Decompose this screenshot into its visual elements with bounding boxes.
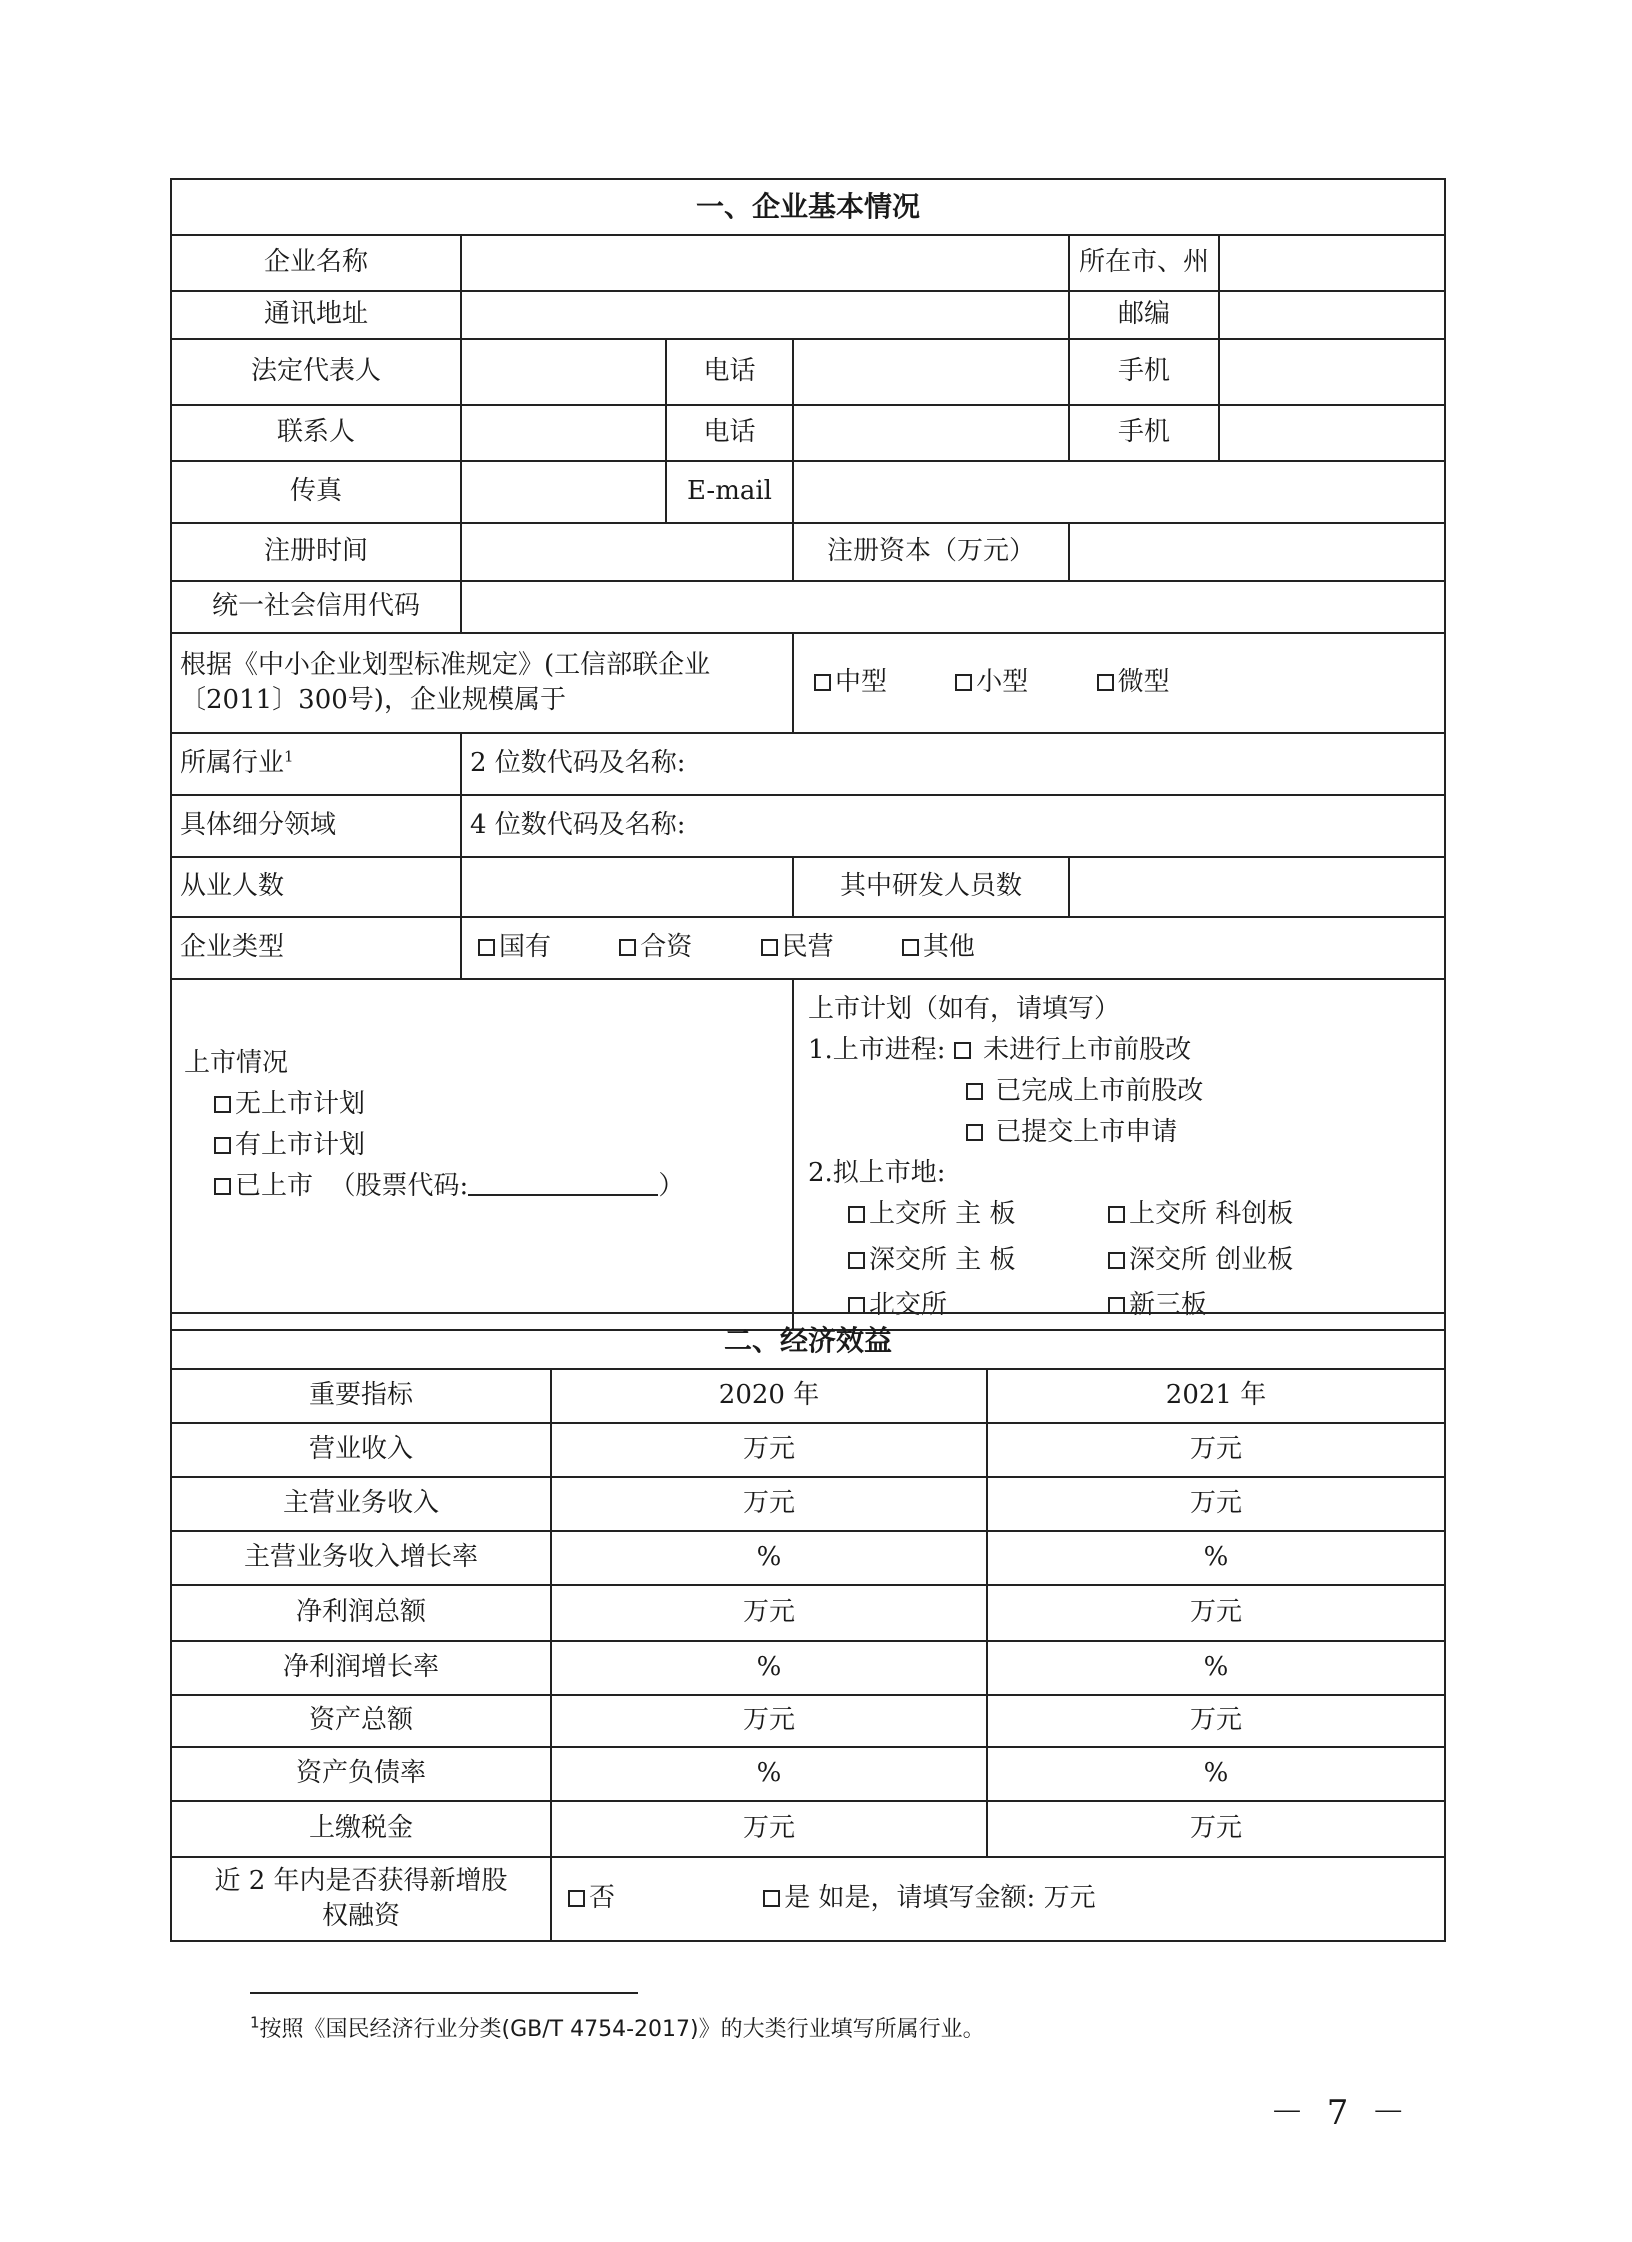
legal-rep-phone-field[interactable] bbox=[793, 339, 1069, 405]
scale-option-micro[interactable]: 微型 bbox=[1097, 665, 1170, 700]
footnote-divider bbox=[250, 1992, 638, 1994]
checkbox[interactable] bbox=[214, 1137, 231, 1154]
checkbox[interactable] bbox=[214, 1096, 231, 1113]
company-name-label: 企业名称 bbox=[171, 235, 461, 291]
checkbox[interactable] bbox=[568, 1890, 585, 1907]
credit-code-field[interactable] bbox=[461, 581, 1445, 633]
value-2021[interactable]: % bbox=[987, 1747, 1445, 1801]
footnote: $^1$按照《国民经济行业分类(GB/T 4754-2017)》的大类行业填写所属行业。 bbox=[250, 2013, 985, 2042]
value-2021[interactable]: % bbox=[987, 1531, 1445, 1585]
fax-field[interactable] bbox=[461, 461, 666, 523]
contact-phone-label: 电话 bbox=[666, 405, 793, 461]
value-2020[interactable]: % bbox=[551, 1531, 987, 1585]
rd-staff-label: 其中研发人员数 bbox=[793, 857, 1069, 917]
checkbox[interactable] bbox=[848, 1206, 865, 1223]
checkbox[interactable] bbox=[478, 939, 495, 956]
industry-label: 所属行业$^1$ bbox=[171, 733, 461, 795]
legal-rep-field[interactable] bbox=[461, 339, 666, 405]
subfield-field[interactable]: 4 位数代码及名称: bbox=[461, 795, 1445, 857]
listing-title: 上市情况 bbox=[184, 1048, 289, 1078]
progress-option-2[interactable]: 已完成上市前股改 bbox=[808, 1074, 1430, 1109]
checkbox[interactable] bbox=[848, 1252, 865, 1269]
reg-date-field[interactable] bbox=[461, 523, 793, 581]
checkbox[interactable] bbox=[954, 1042, 971, 1059]
progress-label: 1.上市进程: bbox=[808, 1035, 946, 1066]
value-2021[interactable]: % bbox=[987, 1641, 1445, 1695]
scale-options bbox=[793, 633, 1445, 733]
stock-code-field[interactable] bbox=[468, 1172, 658, 1196]
venue-sse-main[interactable]: 上交所 主 板 bbox=[848, 1197, 1108, 1232]
employees-field[interactable] bbox=[461, 857, 793, 917]
venue-szse-main[interactable]: 深交所 主 板 bbox=[848, 1243, 1108, 1278]
value-2020[interactable]: % bbox=[551, 1747, 987, 1801]
value-2021[interactable]: 万元 bbox=[987, 1423, 1445, 1477]
city-field[interactable] bbox=[1219, 235, 1445, 291]
legal-rep-mobile-label: 手机 bbox=[1069, 339, 1219, 405]
enterprise-form-table bbox=[170, 178, 1446, 1331]
industry-field[interactable]: 2 位数代码及名称: bbox=[461, 733, 1445, 795]
listing-status bbox=[171, 979, 793, 1330]
legal-rep-label: 法定代表人 bbox=[171, 339, 461, 405]
value-2021[interactable]: 万元 bbox=[987, 1695, 1445, 1747]
value-2021[interactable]: 万元 bbox=[987, 1477, 1445, 1531]
checkbox[interactable] bbox=[763, 1890, 780, 1907]
checkbox[interactable] bbox=[214, 1178, 231, 1195]
reg-capital-field[interactable] bbox=[1069, 523, 1445, 581]
legal-rep-phone-label: 电话 bbox=[666, 339, 793, 405]
checkbox[interactable] bbox=[966, 1083, 983, 1100]
listing-option-planned[interactable]: 有上市计划 bbox=[184, 1128, 780, 1163]
equity-label: 近 2 年内是否获得新增股权融资 bbox=[171, 1857, 551, 1941]
address-field[interactable] bbox=[461, 291, 1069, 339]
venue-sse-star[interactable]: 上交所 科创板 bbox=[1108, 1197, 1328, 1232]
row-label: 主营业务收入增长率 bbox=[171, 1531, 551, 1585]
postcode-label: 邮编 bbox=[1069, 291, 1219, 339]
postcode-field[interactable] bbox=[1219, 291, 1445, 339]
credit-code-label: 统一社会信用代码 bbox=[171, 581, 461, 633]
checkbox[interactable] bbox=[955, 674, 972, 691]
legal-rep-mobile-field[interactable] bbox=[1219, 339, 1445, 405]
row-label: 主营业务收入 bbox=[171, 1477, 551, 1531]
listing-option-none[interactable]: 无上市计划 bbox=[184, 1087, 780, 1122]
row-label: 营业收入 bbox=[171, 1423, 551, 1477]
progress-option-1[interactable]: 未进行上市前股改 bbox=[954, 1035, 1191, 1065]
scale-label: 根据《中小企业划型标准规定》(工信部联企业〔2011〕300号)，企业规模属于 bbox=[171, 633, 793, 733]
listing-plan bbox=[793, 979, 1445, 1330]
company-name-field[interactable] bbox=[461, 235, 1069, 291]
progress-option-3[interactable]: 已提交上市申请 bbox=[808, 1115, 1430, 1150]
venue-bse[interactable]: 北交所 bbox=[848, 1288, 1108, 1323]
row-label: 净利润总额 bbox=[171, 1585, 551, 1641]
value-2020[interactable]: 万元 bbox=[551, 1585, 987, 1641]
section1-title: 一、企业基本情况 bbox=[171, 179, 1445, 235]
checkbox[interactable] bbox=[761, 939, 778, 956]
type-option-jv[interactable]: 合资 bbox=[619, 930, 692, 965]
section2-title: 二、经济效益 bbox=[171, 1313, 1445, 1369]
reg-date-label: 注册时间 bbox=[171, 523, 461, 581]
type-option-other[interactable]: 其他 bbox=[902, 930, 975, 965]
reg-capital-label: 注册资本（万元） bbox=[793, 523, 1069, 581]
venue-options bbox=[848, 1197, 1430, 1322]
value-2020[interactable]: 万元 bbox=[551, 1423, 987, 1477]
type-option-private[interactable]: 民营 bbox=[761, 930, 834, 965]
stock-code-label: （股票代码: bbox=[329, 1171, 469, 1202]
checkbox[interactable] bbox=[1108, 1252, 1125, 1269]
value-2021[interactable]: 万元 bbox=[987, 1801, 1445, 1857]
email-label: E-mail bbox=[666, 461, 793, 523]
type-label: 企业类型 bbox=[171, 917, 461, 979]
type-option-state[interactable]: 国有 bbox=[478, 930, 551, 965]
contact-mobile-field[interactable] bbox=[1219, 405, 1445, 461]
value-2020[interactable]: % bbox=[551, 1641, 987, 1695]
equity-option-no[interactable]: 否 bbox=[568, 1883, 615, 1913]
listing-option-listed[interactable]: 已上市 （股票代码: ） bbox=[184, 1169, 780, 1204]
subfield-label: 具体细分领域 bbox=[171, 795, 461, 857]
contact-mobile-label: 手机 bbox=[1069, 405, 1219, 461]
address-label: 通讯地址 bbox=[171, 291, 461, 339]
venue-neeq[interactable]: 新三板 bbox=[1108, 1288, 1328, 1323]
city-label: 所在市、州 bbox=[1069, 235, 1219, 291]
contact-field[interactable] bbox=[461, 405, 666, 461]
scale-option-small[interactable]: 小型 bbox=[955, 665, 1028, 700]
page-number: － 7 － bbox=[1270, 2093, 1412, 2133]
equity-options bbox=[551, 1857, 1445, 1941]
checkbox[interactable] bbox=[1108, 1206, 1125, 1223]
venue-label: 2.拟上市地: bbox=[808, 1158, 946, 1189]
scale-option-medium[interactable]: 中型 bbox=[814, 665, 887, 700]
checkbox[interactable] bbox=[902, 939, 919, 956]
header-2020: 2020 年 bbox=[551, 1369, 987, 1423]
fax-label: 传真 bbox=[171, 461, 461, 523]
rd-staff-field[interactable] bbox=[1069, 857, 1445, 917]
row-label: 净利润增长率 bbox=[171, 1641, 551, 1695]
row-label: 上缴税金 bbox=[171, 1801, 551, 1857]
value-2020[interactable]: 万元 bbox=[551, 1477, 987, 1531]
contact-phone-field[interactable] bbox=[793, 405, 1069, 461]
venue-szse-chinext[interactable]: 深交所 创业板 bbox=[1108, 1243, 1328, 1278]
checkbox[interactable] bbox=[814, 674, 831, 691]
checkbox[interactable] bbox=[1097, 674, 1114, 691]
email-field[interactable] bbox=[793, 461, 1445, 523]
checkbox[interactable] bbox=[966, 1124, 983, 1141]
value-2020[interactable]: 万元 bbox=[551, 1695, 987, 1747]
header-indicator: 重要指标 bbox=[171, 1369, 551, 1423]
row-label: 资产负债率 bbox=[171, 1747, 551, 1801]
type-options bbox=[461, 917, 1445, 979]
value-2020[interactable]: 万元 bbox=[551, 1801, 987, 1857]
plan-title: 上市计划（如有，请填写） bbox=[808, 994, 1121, 1024]
header-2021: 2021 年 bbox=[987, 1369, 1445, 1423]
economic-benefit-table bbox=[170, 1312, 1446, 1942]
value-2021[interactable]: 万元 bbox=[987, 1585, 1445, 1641]
row-label: 资产总额 bbox=[171, 1695, 551, 1747]
equity-option-yes[interactable]: 是 如是，请填写金额: 万元 bbox=[763, 1883, 1095, 1913]
contact-label: 联系人 bbox=[171, 405, 461, 461]
checkbox[interactable] bbox=[619, 939, 636, 956]
employees-label: 从业人数 bbox=[171, 857, 461, 917]
